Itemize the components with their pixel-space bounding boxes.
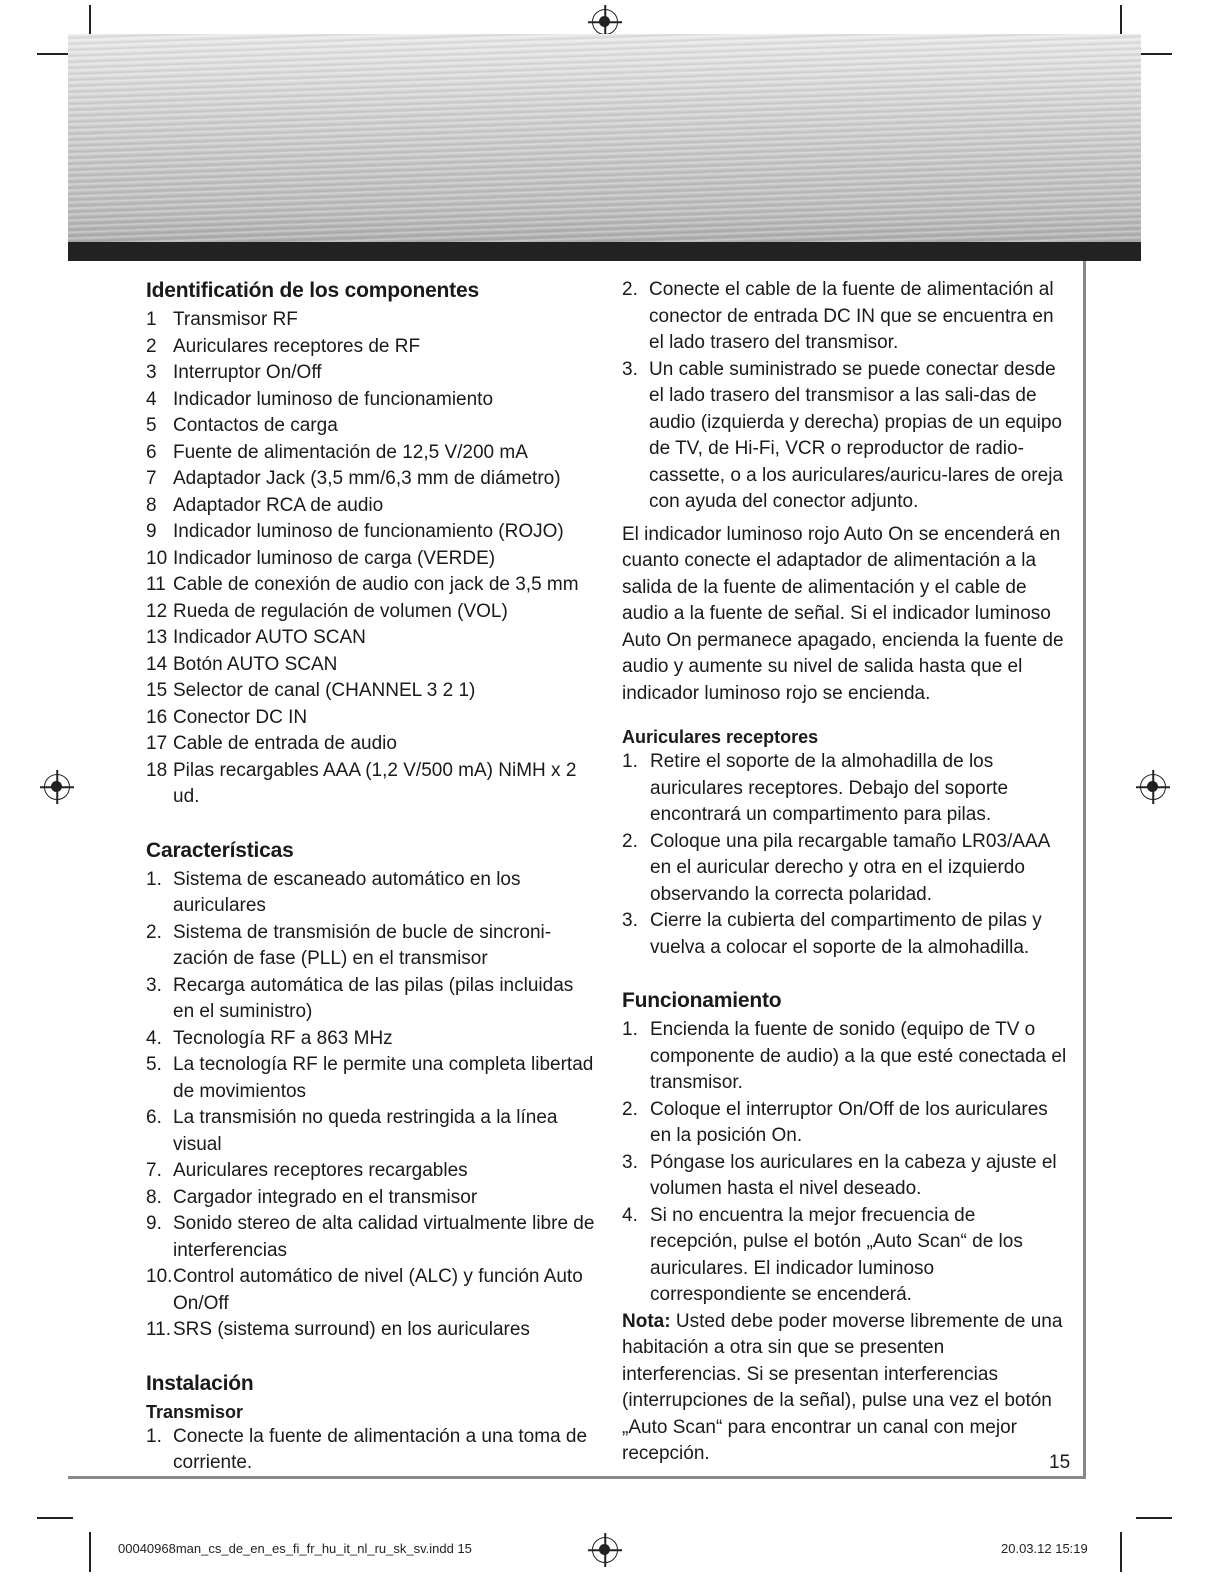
item-number: 18 bbox=[146, 759, 168, 781]
component-item bbox=[146, 731, 596, 758]
note-label: Nota: bbox=[622, 1310, 671, 1332]
feature-item bbox=[146, 1052, 596, 1105]
item-text: Conecte la fuente de alimentación a una toma de corriente. bbox=[173, 1425, 588, 1473]
item-number: 1. bbox=[622, 751, 638, 772]
item-number: 10 bbox=[146, 547, 168, 569]
item-text: Indicador luminoso de funcionamiento bbox=[173, 388, 494, 410]
item-text: La transmisión no queda restringida a la línea visual bbox=[173, 1107, 558, 1155]
receiver-step bbox=[622, 829, 1067, 909]
component-item bbox=[146, 466, 596, 493]
header-banner bbox=[68, 34, 1141, 242]
component-item bbox=[146, 519, 596, 546]
item-number: 17 bbox=[146, 733, 168, 754]
operation-steps bbox=[622, 1017, 1067, 1309]
item-number: 1. bbox=[146, 868, 162, 890]
item-number: 12 bbox=[146, 600, 168, 622]
feature-item bbox=[146, 1105, 596, 1158]
item-text: Adaptador Jack (3,5 mm/6,3 mm de diámetro) bbox=[173, 468, 561, 489]
item-number: 2. bbox=[622, 279, 638, 300]
item-text: Conecte el cable de la fuente de alimentación al conector de entrada DC IN que se encuentra en el lado trasero del transmisor. bbox=[649, 279, 1054, 353]
item-number: 1. bbox=[146, 1425, 162, 1447]
item-number: 3. bbox=[622, 1151, 638, 1173]
transmitter-subheading: Transmisor bbox=[146, 1401, 244, 1422]
item-number: 11. bbox=[146, 1319, 172, 1340]
item-text: Cable de conexión de audio con jack de 3,5 mm bbox=[173, 574, 579, 595]
item-number: 1 bbox=[146, 309, 157, 330]
transmitter-step bbox=[622, 357, 1067, 516]
component-item bbox=[146, 678, 596, 705]
right-column bbox=[622, 277, 1067, 1468]
crop-mark bbox=[1120, 1532, 1122, 1572]
feature-item bbox=[146, 1264, 596, 1317]
item-text: La tecnología RF le permite una completa libertad de movimientos bbox=[173, 1054, 594, 1102]
item-text: Encienda la fuente de sonido (equipo de TV o componente de audio) a la que esté conectada el transmisor. bbox=[650, 1019, 1067, 1093]
item-text: Pilas recargables AAA (1,2 V/500 mA) NiMH x 2 ud. bbox=[173, 759, 577, 807]
transmitter-steps-continued bbox=[622, 277, 1067, 516]
feature-item bbox=[146, 973, 596, 1026]
slug-date: 20.03.12 15:19 bbox=[1001, 1541, 1088, 1556]
item-text: Si no encuentra la mejor frecuencia de recepción, pulse el botón „Auto Scan“ de los auriculares. El indicador luminoso correspondiente se encenderá. bbox=[650, 1204, 1023, 1305]
item-text: Botón AUTO SCAN bbox=[173, 653, 338, 675]
item-text: SRS (sistema surround) en los auriculares bbox=[173, 1319, 530, 1340]
item-number: 2 bbox=[146, 335, 157, 357]
operation-step bbox=[622, 1097, 1067, 1150]
feature-item bbox=[146, 1317, 596, 1344]
crop-mark bbox=[1136, 1517, 1172, 1519]
components-list bbox=[146, 307, 596, 811]
item-number: 13 bbox=[146, 627, 168, 648]
note-text: Usted debe poder moverse libremente de una habitación a otra sin que se presenten interferencias. Si se presentan interferencias (interrupciones de la señal), pulse una vez el botón „Auto Scan“ para encontrar un canal con mejor recepción. bbox=[622, 1310, 1063, 1464]
component-item bbox=[146, 758, 596, 811]
item-text: Control automático de nivel (ALC) y función Auto On/Off bbox=[173, 1266, 583, 1314]
item-number: 7 bbox=[146, 468, 157, 489]
item-text: Póngase los auriculares en la cabeza y ajuste el volumen hasta el nivel deseado. bbox=[650, 1151, 1057, 1199]
item-number: 4. bbox=[146, 1027, 162, 1049]
item-text: Indicador AUTO SCAN bbox=[173, 627, 366, 648]
feature-item bbox=[146, 1026, 596, 1053]
operation-step bbox=[622, 1203, 1067, 1309]
component-item bbox=[146, 625, 596, 652]
item-text: Cable de entrada de audio bbox=[173, 733, 397, 754]
item-number: 3. bbox=[622, 358, 638, 380]
registration-mark-icon bbox=[1140, 774, 1166, 800]
component-item bbox=[146, 572, 596, 599]
item-text: Cargador integrado en el transmisor bbox=[173, 1186, 478, 1208]
item-text: Interruptor On/Off bbox=[173, 362, 322, 383]
item-number: 15 bbox=[146, 680, 168, 701]
item-number: 9 bbox=[146, 521, 157, 542]
feature-item bbox=[146, 867, 596, 920]
component-item bbox=[146, 599, 596, 626]
component-item bbox=[146, 652, 596, 679]
item-text: Conector DC IN bbox=[173, 706, 308, 728]
receivers-steps bbox=[622, 749, 1067, 961]
item-number: 8. bbox=[146, 1186, 162, 1208]
component-item bbox=[146, 546, 596, 573]
item-text: Selector de canal (CHANNEL 3 2 1) bbox=[173, 680, 476, 701]
item-text: Un cable suministrado se puede conectar desde el lado trasero del transmisor a las sali-das de audio (izquierda y derecha) propias de un equipo de TV, de Hi-Fi, VCR o reproductor de radio-cassette, o a los auriculares/auricu-lares de oreja con ayuda del conector adjunto. bbox=[649, 358, 1063, 512]
item-number: 16 bbox=[146, 706, 168, 728]
item-text: Adaptador RCA de audio bbox=[173, 494, 384, 516]
note-paragraph bbox=[622, 1309, 1067, 1468]
item-number: 3 bbox=[146, 362, 157, 383]
operation-heading: Funcionamiento bbox=[622, 989, 782, 1012]
component-item bbox=[146, 307, 596, 334]
item-text: Sistema de transmisión de bucle de sincroni-zación de fase (PLL) en el transmisor bbox=[173, 921, 552, 969]
item-number: 2. bbox=[622, 1098, 638, 1120]
item-number: 11 bbox=[146, 574, 166, 595]
installation-heading: Instalación bbox=[146, 1371, 254, 1395]
component-item bbox=[146, 413, 596, 440]
auto-on-paragraph: El indicador luminoso rojo Auto On se encenderá en cuanto conecte el adaptador de alimentación a la salida de la fuente de alimentación y el cable de audio a la fuente de señal. Si el indicador luminoso Auto On permanece apagado, encienda la fuente de audio y aumente su nivel de salida hasta que el indicador luminoso rojo se encienda. bbox=[622, 523, 1064, 704]
component-item bbox=[146, 360, 596, 387]
components-heading: Identificatión de los componentes bbox=[146, 279, 479, 302]
item-text: Sonido stereo de alta calidad virtualmente libre de interferencias bbox=[173, 1213, 595, 1261]
left-column bbox=[146, 277, 596, 1477]
item-number: 7. bbox=[146, 1160, 162, 1181]
item-text: Cierre la cubierta del compartimento de pilas y vuelva a colocar el soporte de la almohadilla. bbox=[650, 910, 1042, 958]
item-number: 4. bbox=[622, 1204, 638, 1226]
page-number: 15 bbox=[1049, 1452, 1071, 1473]
item-number: 5. bbox=[146, 1054, 162, 1075]
item-number: 3. bbox=[146, 974, 162, 996]
transmitter-step bbox=[622, 277, 1067, 357]
item-number: 6. bbox=[146, 1107, 162, 1128]
operation-step bbox=[622, 1017, 1067, 1097]
feature-item bbox=[146, 920, 596, 973]
item-number: 5 bbox=[146, 415, 157, 436]
transmitter-steps bbox=[146, 1424, 596, 1477]
receiver-step bbox=[622, 908, 1067, 961]
registration-mark-icon bbox=[44, 774, 70, 800]
item-number: 1. bbox=[622, 1019, 638, 1040]
item-text: Coloque el interruptor On/Off de los auriculares en la posición On. bbox=[650, 1098, 1048, 1146]
crop-mark bbox=[37, 1517, 73, 1519]
registration-mark-icon bbox=[592, 9, 618, 35]
slug-filename: 00040968man_cs_de_en_es_fi_fr_hu_it_nl_ru_sk_sv.indd 15 bbox=[118, 1541, 472, 1556]
item-text: Rueda de regulación de volumen (VOL) bbox=[173, 600, 508, 622]
item-number: 4 bbox=[146, 388, 157, 410]
component-item bbox=[146, 387, 596, 414]
item-number: 6 bbox=[146, 441, 157, 463]
item-number: 2. bbox=[146, 921, 162, 943]
page-frame-right bbox=[1083, 261, 1086, 1479]
item-number: 8 bbox=[146, 494, 157, 516]
item-text: Auriculares receptores de RF bbox=[173, 335, 421, 357]
item-number: 10. bbox=[146, 1266, 173, 1287]
header-bar bbox=[68, 242, 1141, 261]
component-item bbox=[146, 334, 596, 361]
item-number: 2. bbox=[622, 830, 638, 852]
receivers-subheading: Auriculares receptores bbox=[622, 727, 819, 747]
item-text: Indicador luminoso de funcionamiento (ROJO) bbox=[173, 521, 564, 542]
operation-step bbox=[622, 1150, 1067, 1203]
item-number: 9. bbox=[146, 1213, 162, 1234]
feature-item bbox=[146, 1158, 596, 1185]
features-list bbox=[146, 867, 596, 1344]
registration-mark-icon bbox=[592, 1537, 618, 1563]
receiver-step bbox=[622, 749, 1067, 829]
item-text: Transmisor RF bbox=[173, 309, 298, 330]
item-number: 3. bbox=[622, 910, 638, 931]
item-text: Recarga automática de las pilas (pilas incluidas en el suministro) bbox=[173, 974, 574, 1022]
crop-mark bbox=[1136, 53, 1172, 55]
item-text: Tecnología RF a 863 MHz bbox=[173, 1027, 393, 1049]
transmitter-step bbox=[146, 1424, 596, 1477]
item-text: Indicador luminoso de carga (VERDE) bbox=[173, 547, 496, 569]
item-text: Auriculares receptores recargables bbox=[173, 1160, 468, 1181]
crop-mark bbox=[89, 1532, 91, 1572]
item-text: Coloque una pila recargable tamaño LR03/AAA en el auricular derecho y otra en el izquierdo observando la correcta polaridad. bbox=[650, 830, 1050, 905]
feature-item bbox=[146, 1185, 596, 1212]
component-item bbox=[146, 705, 596, 732]
item-text: Fuente de alimentación de 12,5 V/200 mA bbox=[173, 441, 528, 463]
features-heading: Características bbox=[146, 838, 294, 862]
item-number: 14 bbox=[146, 653, 168, 675]
feature-item bbox=[146, 1211, 596, 1264]
item-text: Sistema de escaneado automático en los auriculares bbox=[173, 868, 521, 916]
item-text: Retire el soporte de la almohadilla de los auriculares receptores. Debajo del soporte encontrará un compartimento para pilas. bbox=[650, 751, 1009, 825]
item-text: Contactos de carga bbox=[173, 415, 338, 436]
component-item bbox=[146, 493, 596, 520]
component-item bbox=[146, 440, 596, 467]
